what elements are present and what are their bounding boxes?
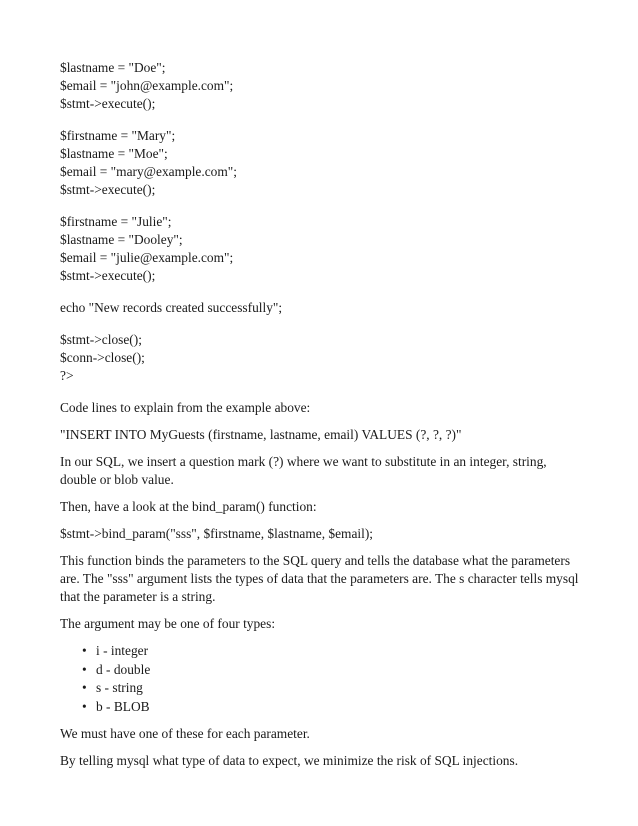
code-line: $lastname = "Doe"; [60,60,166,75]
paragraph-question-mark: In our SQL, we insert a question mark (?) where we want to substitute in an integer, string, double or blob value. [60,454,547,487]
code-line: $stmt->execute(); [60,96,156,111]
paragraph-types-intro: The argument may be one of four types: [60,616,276,631]
code-line: $email = "julie@example.com"; [60,250,234,265]
bullet-icon: • [82,698,87,714]
paragraph-intro: Code lines to explain from the example above: [60,400,311,415]
code-line: $firstname = "Julie"; [60,214,172,229]
code-line: $firstname = "Mary"; [60,128,176,143]
code-block-close [60,331,580,385]
code-line: $lastname = "Moe"; [60,146,168,161]
code-line: $stmt->close(); [60,332,142,347]
list-item-label: b - BLOB [96,698,150,714]
list-item [82,679,580,698]
code-line: $email = "mary@example.com"; [60,164,237,179]
code-block-echo [60,299,580,317]
code-line: $conn->close(); [60,350,145,365]
code-line: $lastname = "Dooley"; [60,232,183,247]
code-block-julie [60,213,580,285]
code-line: echo "New records created successfully"; [60,300,283,315]
code-block-john [60,59,580,113]
code-line: ?> [60,368,74,383]
document-page [60,59,580,779]
list-item-label: s - string [96,680,143,696]
code-line: $stmt->execute(); [60,268,156,283]
paragraph-each-parameter: We must have one of these for each parameter. [60,726,310,742]
paragraph-bind-param-code: $stmt->bind_param("sss", $firstname, $lastname, $email); [60,526,374,541]
list-item [82,661,580,680]
paragraph-bind-param-intro: Then, have a look at the bind_param() function: [60,499,317,514]
code-line: $stmt->execute(); [60,182,156,197]
bullet-icon: • [82,661,87,677]
paragraph-sql-injection: By telling mysql what type of data to expect, we minimize the risk of SQL injections. [60,753,519,769]
bullet-icon: • [82,643,87,658]
list-item [82,698,580,717]
list-item [82,642,580,661]
paragraph-bind-param-explain: This function binds the parameters to the SQL query and tells the database what the parameters are. The "sss" argument lists the types of data that the parameters are. The s character tells mysql that the parameter is a string. [60,553,579,604]
types-list [60,642,580,716]
list-item-label: d - double [96,661,151,677]
list-item-label: i - integer [96,643,149,658]
code-block-mary [60,127,580,199]
code-line: $email = "john@example.com"; [60,78,234,93]
paragraph-sql-statement: "INSERT INTO MyGuests (firstname, lastname, email) VALUES (?, ?, ?)" [60,427,462,442]
bullet-icon: • [82,680,87,696]
